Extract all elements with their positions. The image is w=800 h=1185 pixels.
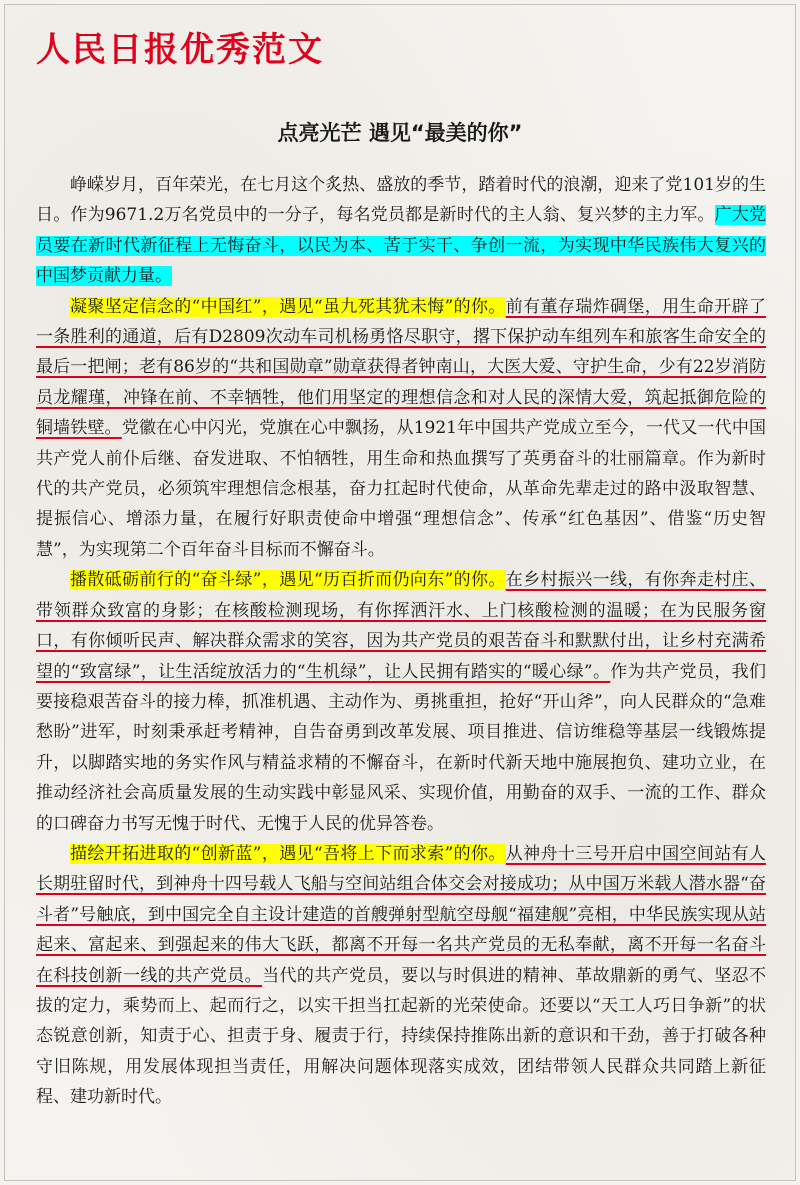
paragraph-blue (36, 839, 766, 1113)
article-title: 点亮光芒 遇见“最美的你” (277, 121, 523, 145)
brand-header: 人民日报优秀范文 (36, 30, 324, 70)
paragraph-red (36, 292, 766, 566)
body-text-green: 作为共产党员，我们要接稳艰苦奋斗的接力棒，抓准机遇、主动作为、勇挑重担，抢好“开山斧”，向人民群众的“急难愁盼”进军，时刻秉承赶考精神，自告奋勇到改革发展、项目推进、信访维稳等基层一线锻炼提升，以脚踏实地的务实作风与精益求精的不懈奋斗，在新时代新天地中施展抱负、建功立业，在推动经济社会高质量发展的生动实践中彰显风采、实现价值，用勤奋的双手、一流的工作、群众的口碑奋力书写无愧于时代、无愧于人民的优异答卷。 (36, 661, 766, 834)
underlined-text-red: 前有董存瑞炸碉堡，用生命开辟了一条胜利的通道，后有D2809次动车司机杨勇恪尽职守，撂下保护动车组列车和旅客生命安全的最后一把闸；老有86岁的“共和国勋章”勋章获得者钟南山，大医大爱、守护生命，少有22岁消防员龙耀瑾，冲锋在前、不幸牺牲，他们用坚定的理想信念和对人民的深情大爱，筑起抵御危险的铜墙铁壁。 (36, 296, 766, 439)
paragraph-green (36, 565, 766, 839)
underlined-text-green: 在乡村振兴一线，有你奔走村庄、带领群众致富的身影；在核酸检测现场，有你挥洒汗水、上门核酸检测的温暖；在为民服务窗口，有你倾听民声、解决群众需求的笑容，因为共产党员的艰苦奋斗和默默付出，让乡村充满希望的“致富绿”，让生活绽放活力的“生机绿”，让人民拥有踏实的“暖心绿”。 (36, 570, 766, 682)
underlined-text-blue: 从神舟十三号开启中国空间站有人长期驻留时代，到神舟十四号载人飞船与空间站组合体交会对接成功；从中国万米载人潜水器“奋斗者”号触底，到中国完全自主设计建造的首艘弹射型航空母舰“福建舰”亮相，中华民族实现从站起来、富起来、到强起来的伟大飞跃，都离不开每一名共产党员的无私奉献，离不开每一名奋斗在科技创新一线的共产党员。 (36, 843, 766, 986)
section-heading-blue: 描绘开拓进取的“创新蓝”，遇见“吾将上下而求索”的你。 (70, 843, 506, 864)
intro-text: 峥嵘岁月，百年荣光，在七月这个炙热、盛放的季节，踏着时代的浪潮，迎来了党101岁的生日。作为9671.2万名党员中的一分子，每名党员都是新时代的主人翁、复兴梦的主力军。 (36, 175, 766, 226)
intro-highlight: 广大党员要在新时代新征程上无悔奋斗，以民为本、苦于实干、争创一流，为实现中华民族伟大复兴的中国梦贡献力量。 (36, 205, 767, 287)
article-body (36, 170, 766, 1113)
body-text-red: 党徽在心中闪光，党旗在心中飘扬，从1921年中国共产党成立至今，一代又一代中国共产党人前仆后继、奋发进取、不怕牺牲，用生命和热血撰写了英勇奋斗的壮丽篇章。作为新时代的共产党员，必须筑牢理想信念根基，奋力扛起时代使命，从革命先辈走过的路中汲取智慧、提振信心、增添力量，在履行好职责使命中增强“理想信念”、传承“红色基因”、借鉴“历史智慧”，为实现第二个百年奋斗目标而不懈奋斗。 (36, 418, 766, 560)
section-heading-green: 播散砥砺前行的“奋斗绿”，遇见“历百折而仍向东”的你。 (70, 570, 506, 591)
section-heading-red: 凝聚坚定信念的“中国红”，遇见“虽九死其犹未悔”的你。 (70, 296, 506, 317)
body-text-blue: 当代的共产党员，要以与时俱进的精神、革故鼎新的勇气、坚忍不拔的定力，乘势而上、起而行之，以实干担当扛起新的光荣使命。还要以“天工人巧日争新”的状态锐意创新，知责于心、担责于身、履责于行，持续保持推陈出新的意识和干劲，善于打破各种守旧陈规，用发展体现担当责任，用解决问题体现落实成效，团结带领人民群众共同踏上新征程、建功新时代。 (36, 965, 767, 1108)
paragraph-intro (36, 170, 766, 292)
